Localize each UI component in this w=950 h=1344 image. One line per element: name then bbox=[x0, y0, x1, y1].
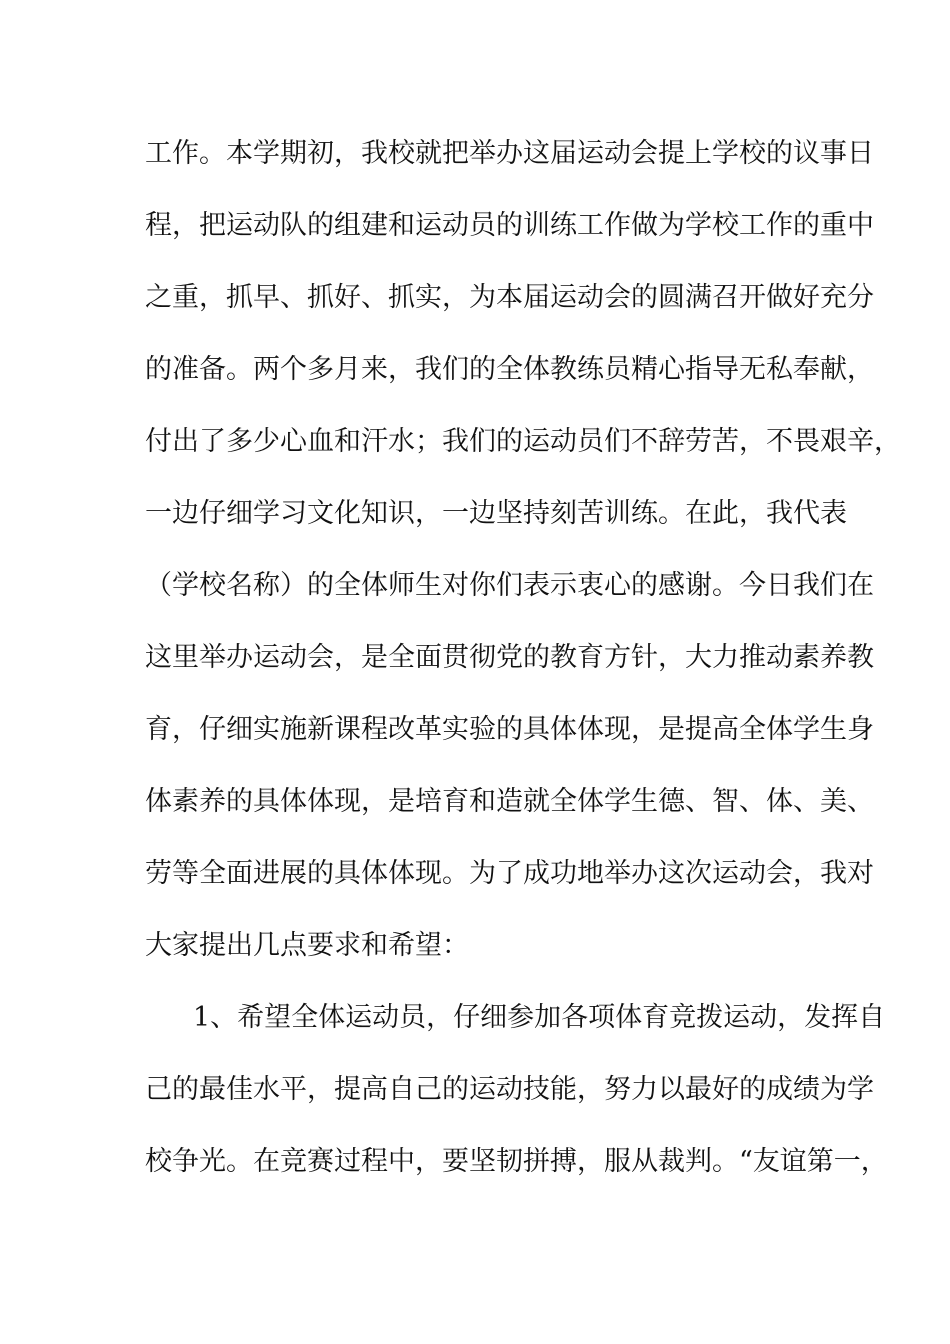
text-line: 体素养的具体体现，是培育和造就全体学生德、智、体、美、 bbox=[145, 786, 874, 817]
text-line: 校争光。在竞赛过程中，要坚韧拼搏，服从裁判。“友谊第一， bbox=[145, 1146, 888, 1177]
text-line: 一边仔细学习文化知识，一边坚持刻苦训练。在此，我代表 bbox=[145, 498, 847, 529]
text-line: 的准备。两个多月来，我们的全体教练员精心指导无私奉献， bbox=[145, 354, 874, 385]
text-line: 1、希望全体运动员，仔细参加各项体育竞拨运动，发挥自 bbox=[193, 1002, 886, 1033]
text-line: 工作。本学期初，我校就把举办这届运动会提上学校的议事日 bbox=[145, 138, 874, 169]
text-line: 付出了多少心血和汗水；我们的运动员们不辞劳苦，不畏艰辛， bbox=[145, 426, 901, 457]
text-line: 这里举办运动会，是全面贯彻党的教育方针，大力推动素养教 bbox=[145, 642, 874, 673]
text-line: 劳等全面进展的具体体现。为了成功地举办这次运动会，我对 bbox=[145, 858, 874, 889]
text-line: 大家提出几点要求和希望： bbox=[145, 930, 469, 961]
text-line: 之重，抓早、抓好、抓实，为本届运动会的圆满召开做好充分 bbox=[145, 282, 874, 313]
text-line: 己的最佳水平，提高自己的运动技能，努力以最好的成绩为学 bbox=[145, 1074, 874, 1105]
text-line: （学校名称）的全体师生对你们表示衷心的感谢。今日我们在 bbox=[145, 570, 874, 601]
text-line: 程，把运动队的组建和运动员的训练工作做为学校工作的重中 bbox=[145, 210, 874, 241]
text-line: 育，仔细实施新课程改革实验的具体体现，是提高全体学生身 bbox=[145, 714, 874, 745]
